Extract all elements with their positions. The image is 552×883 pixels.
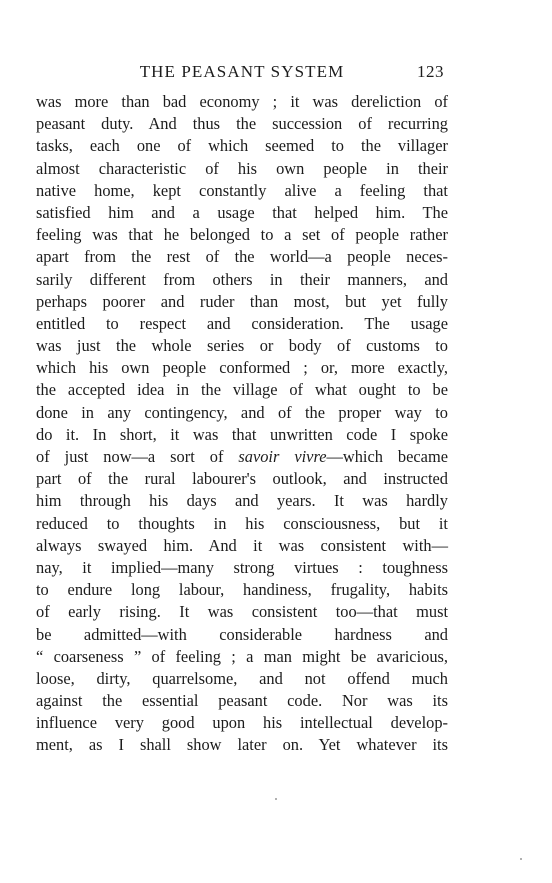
- text-line: him through his days and years. It was hardly: [36, 491, 448, 511]
- running-head: [36, 60, 448, 84]
- text-line: ment, as I shall show later on. Yet whatever its: [36, 735, 448, 755]
- text-line: peasant duty. And thus the succession of recurring: [36, 114, 448, 134]
- text-line: which his own people conformed ; or, more exactly,: [36, 358, 448, 378]
- text-line: apart from the rest of the world—a people neces-: [36, 247, 448, 267]
- italic-phrase: savoir vivre: [238, 447, 327, 466]
- text-line: tasks, each one of which seemed to the villager: [36, 136, 448, 156]
- text-line: was more than bad economy ; it was dereliction of: [36, 92, 448, 111]
- text-line: satisfied him and a usage that helped him. The: [36, 202, 448, 222]
- text-line: feeling was that he belonged to a set of people rather: [36, 225, 448, 245]
- text-fragment: —which became: [326, 447, 448, 466]
- body-text: [36, 91, 448, 757]
- page-number: 123: [417, 62, 444, 81]
- text-line: the accepted idea in the village of what ought to be: [36, 380, 448, 400]
- text-line: done in any contingency, and of the proper way to: [36, 402, 448, 422]
- text-line: of early rising. It was consistent too—that must: [36, 602, 448, 622]
- text-line: part of the rural labourer's outlook, and instructed: [36, 469, 448, 489]
- text-line-with-italic: [36, 446, 448, 468]
- paper-speck: [275, 798, 277, 800]
- paper-speck: [520, 858, 522, 860]
- text-line: entitled to respect and consideration. The usage: [36, 313, 448, 333]
- text-fragment: of just now—a sort of: [36, 447, 239, 466]
- text-line: was just the whole series or body of customs to: [36, 336, 448, 356]
- text-line: against the essential peasant code. Nor was its: [36, 691, 448, 711]
- text-line: sarily different from others in their manners, and: [36, 269, 448, 289]
- text-line: perhaps poorer and ruder than most, but yet fully: [36, 291, 448, 311]
- text-line: native home, kept constantly alive a feeling that: [36, 180, 448, 200]
- text-line: do it. In short, it was that unwritten code I spoke: [36, 424, 448, 444]
- text-line: nay, it implied—many strong virtues : toughness: [36, 557, 448, 577]
- text-line: almost characteristic of his own people in their: [36, 158, 448, 178]
- text-line: “ coarseness ” of feeling ; a man might be avaricious,: [36, 646, 448, 666]
- running-title: THE PEASANT SYSTEM: [139, 62, 345, 81]
- text-line: be admitted—with considerable hardness and: [36, 624, 448, 644]
- text-line: loose, dirty, quarrelsome, and not offend much: [36, 668, 448, 688]
- text-line: always swayed him. And it was consistent with—: [36, 535, 448, 555]
- text-line: reduced to thoughts in his consciousness, but it: [36, 513, 448, 533]
- text-line: to endure long labour, handiness, frugality, habits: [36, 580, 448, 600]
- text-line: influence very good upon his intellectual develop-: [36, 713, 448, 733]
